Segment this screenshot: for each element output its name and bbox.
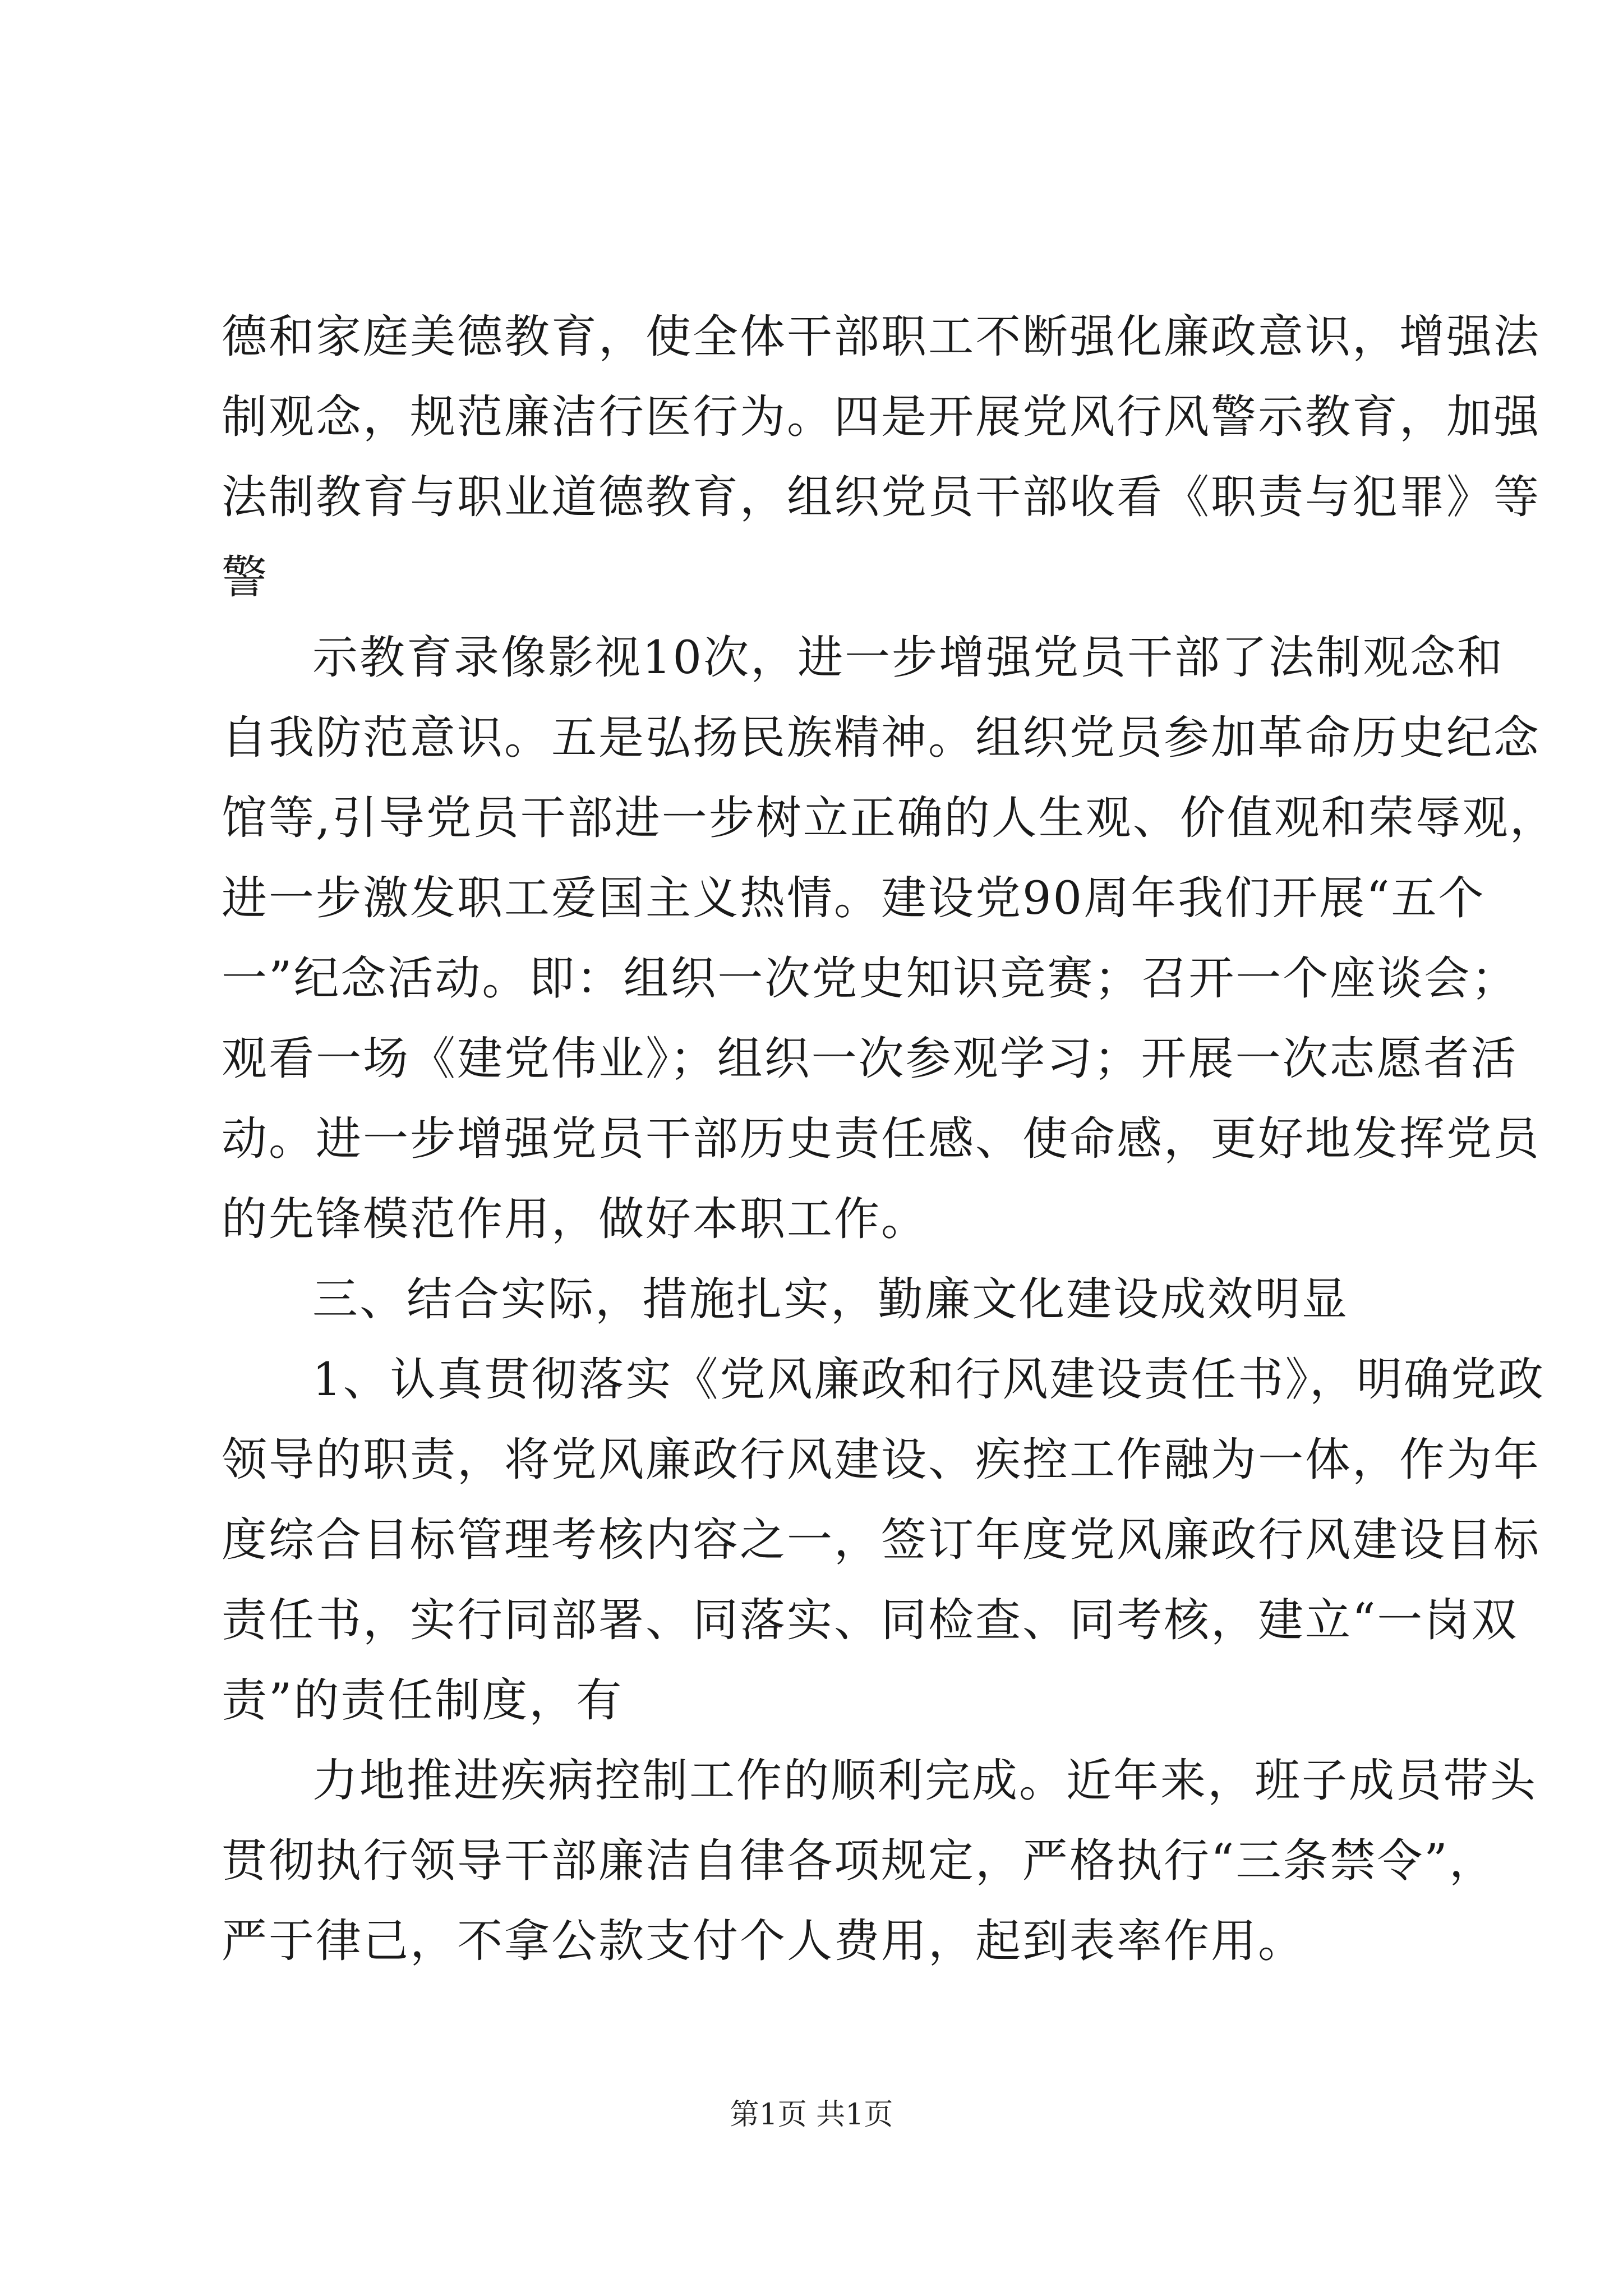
text-line: 度综合目标管理考核内容之一，签订年度党风廉政行风建设目标 — [222, 1514, 1541, 1567]
text-line: 示教育录像影视10次，进一步增强党员干部了法制观念和 — [312, 632, 1505, 684]
text-line: 馆等,引导党员干部进一步树立正确的人生观、价值观和荣辱观， — [222, 792, 1557, 845]
text-line: 制观念，规范廉洁行医行为。四是开展党风行风警示教育，加强 — [222, 391, 1541, 444]
text-line: 自我防范意识。五是弘扬民族精神。组织党员参加革命历史纪念 — [222, 712, 1541, 765]
text-line: 法制教育与职业道德教育，组织党员干部收看《职责与犯罪》等 — [222, 471, 1541, 524]
document-body — [222, 297, 1557, 1982]
text-line: 严于律己，不拿公款支付个人费用，起到表率作用。 — [222, 1915, 1306, 1968]
text-line: 警 — [222, 551, 269, 604]
text-line: 动。进一步增强党员干部历史责任感、使命感，更好地发挥党员 — [222, 1113, 1541, 1166]
text-line: 领导的职责，将党风廉政行风建设、疾控工作融为一体，作为年 — [222, 1434, 1541, 1487]
text-line: 的先锋模范作用，做好本职工作。 — [222, 1193, 929, 1246]
text-line: 责”的责任制度，有 — [222, 1674, 624, 1727]
text-line: 贯彻执行领导干部廉洁自律各项规定，严格执行“三条禁令”， — [222, 1835, 1496, 1888]
text-line: 力地推进疾病控制工作的顺利完成。近年来，班子成员带头 — [312, 1755, 1538, 1807]
section-heading: 三、结合实际，措施扎实，勤廉文化建设成效明显 — [312, 1273, 1349, 1326]
text-line: 观看一场《建党伟业》；组织一次参观学习；开展一次志愿者活 — [222, 1033, 1518, 1085]
text-line: 德和家庭美德教育，使全体干部职工不断强化廉政意识，增强法 — [222, 311, 1541, 364]
text-line: 进一步激发职工爱国主义热情。建设党90周年我们开展“五个 — [222, 872, 1486, 925]
page-footer: 第1页 共1页 — [730, 2098, 893, 2132]
text-line: 一”纪念活动。即：组织一次党史知识竞赛；召开一个座谈会； — [222, 953, 1519, 1005]
text-line: 1、认真贯彻落实《党风廉政和行风建设责任书》，明确党政 — [312, 1354, 1546, 1406]
text-line: 责任书，实行同部署、同落实、同检查、同考核，建立“一岗双 — [222, 1594, 1519, 1647]
